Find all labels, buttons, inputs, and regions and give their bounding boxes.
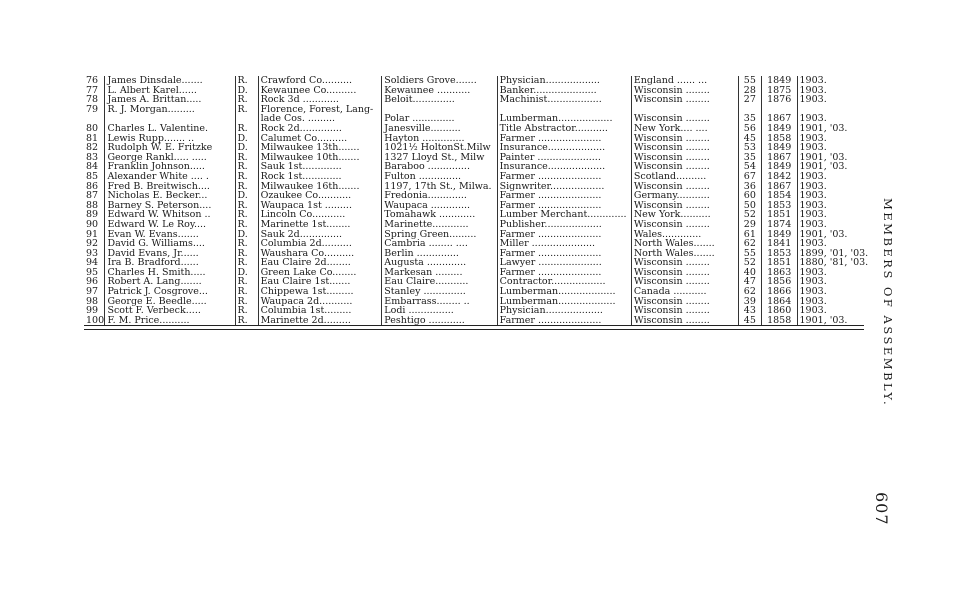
- cell-post-office: Augusta .............: [382, 258, 497, 268]
- cell-sessions: 1903.: [799, 113, 827, 125]
- cell-row-number: 80: [84, 124, 105, 134]
- cell-occupation: Miller .....................: [497, 239, 631, 249]
- cell-row-number: 97: [84, 287, 105, 297]
- cell-member-name: Scott F. Verbeck.....: [105, 306, 235, 316]
- bottom-rule-thick: [84, 325, 864, 326]
- cell-birthplace: New York..........: [631, 210, 738, 220]
- cell-district: Rock 3d ............: [258, 95, 382, 105]
- cell-member-name: James Dinsdale.......: [105, 76, 235, 86]
- cell-sessions: 1903.: [799, 218, 827, 230]
- cell-post-office: Tomahawk ............: [382, 210, 497, 220]
- cell-occupation: Insurance...................: [497, 143, 631, 153]
- cell-post-office: Lodi ...............: [382, 306, 497, 316]
- cell-sessions: 1903.: [799, 190, 827, 202]
- cell-birth-year: 1853: [761, 201, 797, 211]
- cell-member-name: Robert A. Lang.......: [105, 277, 235, 287]
- cell-age: 47: [738, 277, 761, 287]
- cell-sessions: 1903.: [799, 170, 827, 182]
- cell-birthplace: Wisconsin ........: [631, 220, 738, 230]
- cell-birth-year: 1866: [761, 287, 797, 297]
- cell-district: Rock 1st.............: [258, 172, 382, 182]
- cell-birthplace: Wisconsin ........: [631, 182, 738, 192]
- cell-member-name: Rudolph W. E. Fritzke: [105, 143, 235, 153]
- cell-sessions: 1901, '03.: [799, 314, 848, 326]
- cell-birth-year: 1851: [761, 210, 797, 220]
- cell-member-name: Charles H. Smith.....: [105, 268, 235, 278]
- cell-birth-year: 1858: [761, 134, 797, 144]
- cell-member-name: David Evans, Jr......: [105, 249, 235, 259]
- cell-birth-year: 1876: [761, 95, 797, 105]
- cell-party: R.: [235, 306, 258, 316]
- cell-row-number: 85: [84, 172, 105, 182]
- cell-birth-year: 1851: [761, 258, 797, 268]
- cell-post-office: Beloit..............: [382, 95, 497, 105]
- cell-birthplace: Wisconsin ........: [631, 316, 738, 326]
- cell-birth-year: 1849: [761, 143, 797, 153]
- cell-birthplace: Wisconsin ........: [631, 153, 738, 163]
- bottom-rule-thin: [84, 329, 864, 330]
- cell-member-name: Franklin Johnson.....: [105, 162, 235, 172]
- cell-party: R.: [235, 220, 258, 230]
- cell-occupation: Farmer .....................: [497, 230, 631, 240]
- cell-district: Sauk 2d..............: [258, 230, 382, 240]
- cell-birthplace: Wisconsin ........: [631, 143, 738, 153]
- cell-age: 62: [738, 287, 761, 297]
- cell-row-number: 93: [84, 249, 105, 259]
- cell-member-name: Nicholas E. Becker...: [105, 191, 235, 201]
- cell-member-name: George Rankl..... .....: [105, 153, 235, 163]
- cell-post-office: Berlin ..............: [382, 249, 497, 259]
- cell-party: R.: [235, 201, 258, 211]
- members-table-body: [84, 75, 869, 326]
- cell-party: R.: [235, 210, 258, 220]
- cell-party: R.: [235, 105, 258, 115]
- cell-party: R.: [235, 162, 258, 172]
- cell-occupation: Farmer .....................: [497, 191, 631, 201]
- cell-sessions: 1903.: [799, 94, 827, 106]
- cell-row-number: 100: [86, 314, 105, 326]
- cell-sessions: 1903.: [799, 276, 827, 288]
- cell-age: 28: [738, 86, 761, 96]
- cell-occupation: Signwriter..................: [497, 182, 631, 192]
- cell-row-number: 77: [84, 86, 105, 96]
- cell-birth-year: 1849: [761, 162, 797, 172]
- cell-post-office: Polar ..............: [382, 114, 497, 124]
- cell-party: R.: [235, 297, 258, 307]
- cell-row-number: 81: [84, 134, 105, 144]
- cell-birth-year: 1841: [761, 239, 797, 249]
- cell-sessions: 1903.: [799, 142, 827, 154]
- cell-member-name: Charles L. Valentine.: [105, 124, 235, 134]
- cell-member-name: Patrick J. Cosgrove...: [105, 287, 235, 297]
- cell-row-number: 91: [84, 230, 105, 240]
- cell-party: D.: [235, 86, 258, 96]
- cell-district: Ozaukee Co...........: [258, 191, 382, 201]
- cell-age: 61: [738, 230, 761, 240]
- cell-district: Milwaukee 16th.......: [258, 182, 382, 192]
- cell-party: D.: [235, 230, 258, 240]
- cell-sessions: 1903.: [799, 199, 827, 211]
- cell-birth-year: 1842: [761, 172, 797, 182]
- cell-birthplace: Scotland..........: [631, 172, 738, 182]
- cell-row-number: 90: [84, 220, 105, 230]
- cell-post-office: Stanley ..............: [382, 287, 497, 297]
- cell-member-name: Edward W. Whitson ..: [105, 210, 235, 220]
- cell-party: R.: [235, 287, 258, 297]
- cell-row-number: 83: [84, 153, 105, 163]
- table-bottom-rules: [84, 325, 864, 330]
- cell-occupation: Publisher...................: [497, 220, 631, 230]
- cell-party: R.: [235, 76, 258, 86]
- cell-post-office: Embarrass........ ..: [382, 297, 497, 307]
- cell-sessions: 1901, '03.: [799, 161, 848, 173]
- cell-party: D.: [235, 143, 258, 153]
- cell-age: 52: [738, 258, 761, 268]
- cell-member-name: R. J. Morgan.........: [105, 105, 235, 115]
- cell-sessions: 1903.: [799, 84, 827, 96]
- cell-member-name: David G. Williams....: [105, 239, 235, 249]
- cell-post-office: Baraboo ..............: [382, 162, 497, 172]
- cell-occupation: Farmer .....................: [497, 134, 631, 144]
- cell-member-name: Edward W. Le Roy....: [105, 220, 235, 230]
- cell-member-name: Barney S. Peterson....: [105, 201, 235, 211]
- cell-row-number: 88: [84, 201, 105, 211]
- cell-occupation: Banker.....................: [497, 86, 631, 96]
- cell-birth-year: 1849: [761, 124, 797, 134]
- cell-sessions: 1903.: [799, 286, 827, 298]
- cell-sessions: 1901, '03.: [799, 122, 848, 134]
- cell-occupation: Title Abstractor...........: [497, 124, 631, 134]
- cell-post-office: Spring Green.........: [382, 230, 497, 240]
- cell-occupation: Lumber Merchant.............: [497, 210, 631, 220]
- cell-birth-year: 1849: [761, 76, 797, 86]
- page-number: 607: [872, 492, 891, 526]
- cell-district: Milwaukee 13th.......: [258, 143, 382, 153]
- cell-age: 56: [738, 124, 761, 134]
- cell-party: D.: [235, 191, 258, 201]
- table-row: [84, 316, 860, 326]
- cell-district: lade Cos. .........: [258, 114, 382, 124]
- cell-age: 53: [738, 143, 761, 153]
- cell-row-number: 76: [84, 76, 105, 86]
- cell-sessions: 1901, '03.: [799, 228, 848, 240]
- cell-post-office: Kewaunee ...........: [382, 86, 497, 96]
- cell-row-number: 95: [84, 268, 105, 278]
- cell-row-number: 89: [84, 210, 105, 220]
- cell-birthplace: Wisconsin ........: [631, 268, 738, 278]
- cell-age: 45: [738, 134, 761, 144]
- cell-sessions: 1901, '03.: [799, 151, 848, 163]
- cell-occupation: Lumberman...................: [497, 287, 631, 297]
- cell-row-number: 94: [84, 258, 105, 268]
- cell-birth-year: 1854: [761, 191, 797, 201]
- cell-occupation: Farmer .....................: [497, 316, 631, 326]
- cell-post-office: 1021½ HoltonSt.Milw: [382, 143, 497, 153]
- members-table-wrap: [84, 75, 869, 326]
- cell-district: Milwaukee 10th.......: [258, 153, 382, 163]
- cell-occupation: Physician...................: [497, 306, 631, 316]
- cell-post-office: Markesan .........: [382, 268, 497, 278]
- cell-age: 27: [738, 95, 761, 105]
- cell-birthplace: Wisconsin ........: [631, 306, 738, 316]
- cell-post-office: Janesville..........: [382, 124, 497, 134]
- cell-post-office: Eau Claire...........: [382, 277, 497, 287]
- cell-birth-year: 1864: [761, 297, 797, 307]
- cell-district: Waupaca 2d...........: [258, 297, 382, 307]
- cell-row-number: 99: [84, 306, 105, 316]
- cell-birth-year: 1863: [761, 268, 797, 278]
- cell-birthplace: Wales.............: [631, 230, 738, 240]
- cell-row-number: 78: [84, 95, 105, 105]
- cell-member-name: George E. Beedle.....: [105, 297, 235, 307]
- table-row: [84, 95, 860, 105]
- cell-member-name: Lewis Rupp....... ..: [105, 134, 235, 144]
- cell-birth-year: 1875: [761, 86, 797, 96]
- cell-sessions: 1903.: [799, 305, 827, 317]
- cell-post-office: Soldiers Grove.......: [382, 76, 497, 86]
- cell-birth-year: 1867: [761, 114, 797, 124]
- cell-birthplace: Wisconsin ........: [631, 162, 738, 172]
- cell-age: 50: [738, 201, 761, 211]
- cell-birth-year: 1867: [761, 153, 797, 163]
- cell-member-name: Evan W. Evans.......: [105, 230, 235, 240]
- cell-birth-year: 1874: [761, 220, 797, 230]
- cell-birthplace: Wisconsin ........: [631, 297, 738, 307]
- cell-birthplace: North Wales.......: [631, 249, 738, 259]
- cell-birthplace: New York.... ....: [631, 124, 738, 134]
- cell-district: Columbia 1st.........: [258, 306, 382, 316]
- cell-age: 55: [738, 249, 761, 259]
- cell-birth-year: 1849: [761, 230, 797, 240]
- cell-sessions: 1903.: [799, 180, 827, 192]
- cell-birthplace: Wisconsin ........: [631, 86, 738, 96]
- cell-district: Green Lake Co........: [258, 268, 382, 278]
- cell-birth-year: 1858: [761, 316, 797, 326]
- cell-age: 54: [738, 162, 761, 172]
- cell-age: 55: [738, 76, 761, 86]
- cell-birthplace: Wisconsin ........: [631, 114, 738, 124]
- cell-age: 60: [738, 191, 761, 201]
- cell-age: 39: [738, 297, 761, 307]
- cell-party: R.: [235, 124, 258, 134]
- cell-post-office: Peshtigo ............: [382, 316, 497, 326]
- cell-post-office: 1327 Lloyd St., Milw: [382, 153, 497, 163]
- cell-row-number: 79: [84, 105, 105, 115]
- running-head: MEMBERS OF ASSEMBLY.: [881, 198, 895, 408]
- cell-party: R.: [235, 239, 258, 249]
- cell-birthplace: England ...... ...: [631, 76, 738, 86]
- cell-occupation: Painter .....................: [497, 153, 631, 163]
- cell-sessions: 1903.: [799, 75, 827, 86]
- cell-birth-year: 1856: [761, 277, 797, 287]
- cell-district: Eau Claire 2d........: [258, 258, 382, 268]
- cell-row-number: 82: [84, 143, 105, 153]
- cell-sessions: 1899, '01, '03.: [799, 247, 869, 259]
- cell-birthplace: Germany...........: [631, 191, 738, 201]
- cell-party: R.: [235, 172, 258, 182]
- cell-post-office: Cambria ........ ....: [382, 239, 497, 249]
- cell-district: Waushara Co..........: [258, 249, 382, 259]
- cell-age: 36: [738, 182, 761, 192]
- cell-occupation: Lawyer .....................: [497, 258, 631, 268]
- cell-member-name: Fred B. Breitwisch....: [105, 182, 235, 192]
- cell-occupation: Contractor..................: [497, 277, 631, 287]
- cell-sessions: 1903.: [799, 209, 827, 221]
- cell-birthplace: Wisconsin ........: [631, 258, 738, 268]
- cell-age: 62: [738, 239, 761, 249]
- cell-row-number: 92: [84, 239, 105, 249]
- cell-post-office: Marinette............: [382, 220, 497, 230]
- cell-party: R.: [235, 182, 258, 192]
- cell-row-number: 87: [84, 191, 105, 201]
- cell-post-office: Waupaca .............: [382, 201, 497, 211]
- cell-party: D.: [235, 268, 258, 278]
- cell-occupation: Physician..................: [497, 76, 631, 86]
- cell-party: R.: [235, 258, 258, 268]
- cell-district: Crawford Co..........: [258, 76, 382, 86]
- cell-party: R.: [235, 277, 258, 287]
- cell-party: R.: [235, 316, 258, 326]
- cell-birthplace: Wisconsin ........: [631, 134, 738, 144]
- cell-birth-year: 1853: [761, 249, 797, 259]
- cell-district: Columbia 2d..........: [258, 239, 382, 249]
- cell-age: 35: [738, 114, 761, 124]
- members-table: [84, 75, 869, 326]
- cell-post-office: Fulton ..............: [382, 172, 497, 182]
- cell-party: R.: [235, 153, 258, 163]
- cell-birthplace: Wisconsin ........: [631, 95, 738, 105]
- cell-party: R.: [235, 249, 258, 259]
- cell-post-office: Hayton ..............: [382, 134, 497, 144]
- cell-district: Lincoln Co...........: [258, 210, 382, 220]
- cell-birthplace: Canada ...........: [631, 287, 738, 297]
- cell-occupation: Lumberman..................: [497, 114, 631, 124]
- cell-district: Chippewa 1st.........: [258, 287, 382, 297]
- cell-district: Kewaunee Co..........: [258, 86, 382, 96]
- cell-district: Calumet Co..........: [258, 134, 382, 144]
- cell-party: D.: [235, 134, 258, 144]
- cell-district: Florence, Forest, Lang-: [258, 105, 382, 115]
- cell-sessions: 1903.: [799, 132, 827, 144]
- cell-age: 52: [738, 210, 761, 220]
- cell-district: Eau Claire 1st.......: [258, 277, 382, 287]
- cell-occupation: Farmer .....................: [497, 201, 631, 211]
- cell-sessions: 1880, '81, '03.: [799, 257, 869, 269]
- cell-occupation: Lumberman...................: [497, 297, 631, 307]
- cell-district: Waupaca 1st .........: [258, 201, 382, 211]
- cell-row-number: 98: [84, 297, 105, 307]
- cell-member-name: Alexander White .... .: [105, 172, 235, 182]
- cell-occupation: Farmer .....................: [497, 172, 631, 182]
- cell-age: 40: [738, 268, 761, 278]
- cell-member-name: F. M. Price..........: [105, 316, 235, 326]
- cell-occupation: Insurance...................: [497, 162, 631, 172]
- cell-member-name: James A. Brittan.....: [105, 95, 235, 105]
- cell-row-number: 96: [84, 277, 105, 287]
- cell-district: Sauk 1st.............: [258, 162, 382, 172]
- cell-district: Marinette 2d.........: [258, 316, 382, 326]
- cell-birth-year: 1867: [761, 182, 797, 192]
- cell-row-number: 84: [84, 162, 105, 172]
- cell-member-name: L. Albert Karel......: [105, 86, 235, 96]
- cell-age: 67: [738, 172, 761, 182]
- cell-sessions: 1903.: [799, 266, 827, 278]
- cell-age: 29: [738, 220, 761, 230]
- cell-age: 45: [738, 316, 761, 326]
- cell-sessions: 1903.: [799, 295, 827, 307]
- cell-age: 43: [738, 306, 761, 316]
- cell-occupation: Machinist..................: [497, 95, 631, 105]
- cell-occupation: Farmer .....................: [497, 249, 631, 259]
- cell-sessions: 1903.: [799, 238, 827, 250]
- cell-post-office: Fredonia.............: [382, 191, 497, 201]
- cell-district: Marinette 1st........: [258, 220, 382, 230]
- cell-occupation: Farmer .....................: [497, 268, 631, 278]
- cell-birth-year: 1860: [761, 306, 797, 316]
- cell-age: 35: [738, 153, 761, 163]
- cell-birthplace: North Wales.......: [631, 239, 738, 249]
- cell-party: R.: [235, 95, 258, 105]
- cell-row-number: 86: [84, 182, 105, 192]
- cell-district: Rock 2d..............: [258, 124, 382, 134]
- cell-birthplace: Wisconsin ........: [631, 277, 738, 287]
- cell-member-name: Ira B. Bradford......: [105, 258, 235, 268]
- cell-post-office: 1197, 17th St., Milwa.: [382, 182, 497, 192]
- cell-birthplace: Wisconsin ........: [631, 201, 738, 211]
